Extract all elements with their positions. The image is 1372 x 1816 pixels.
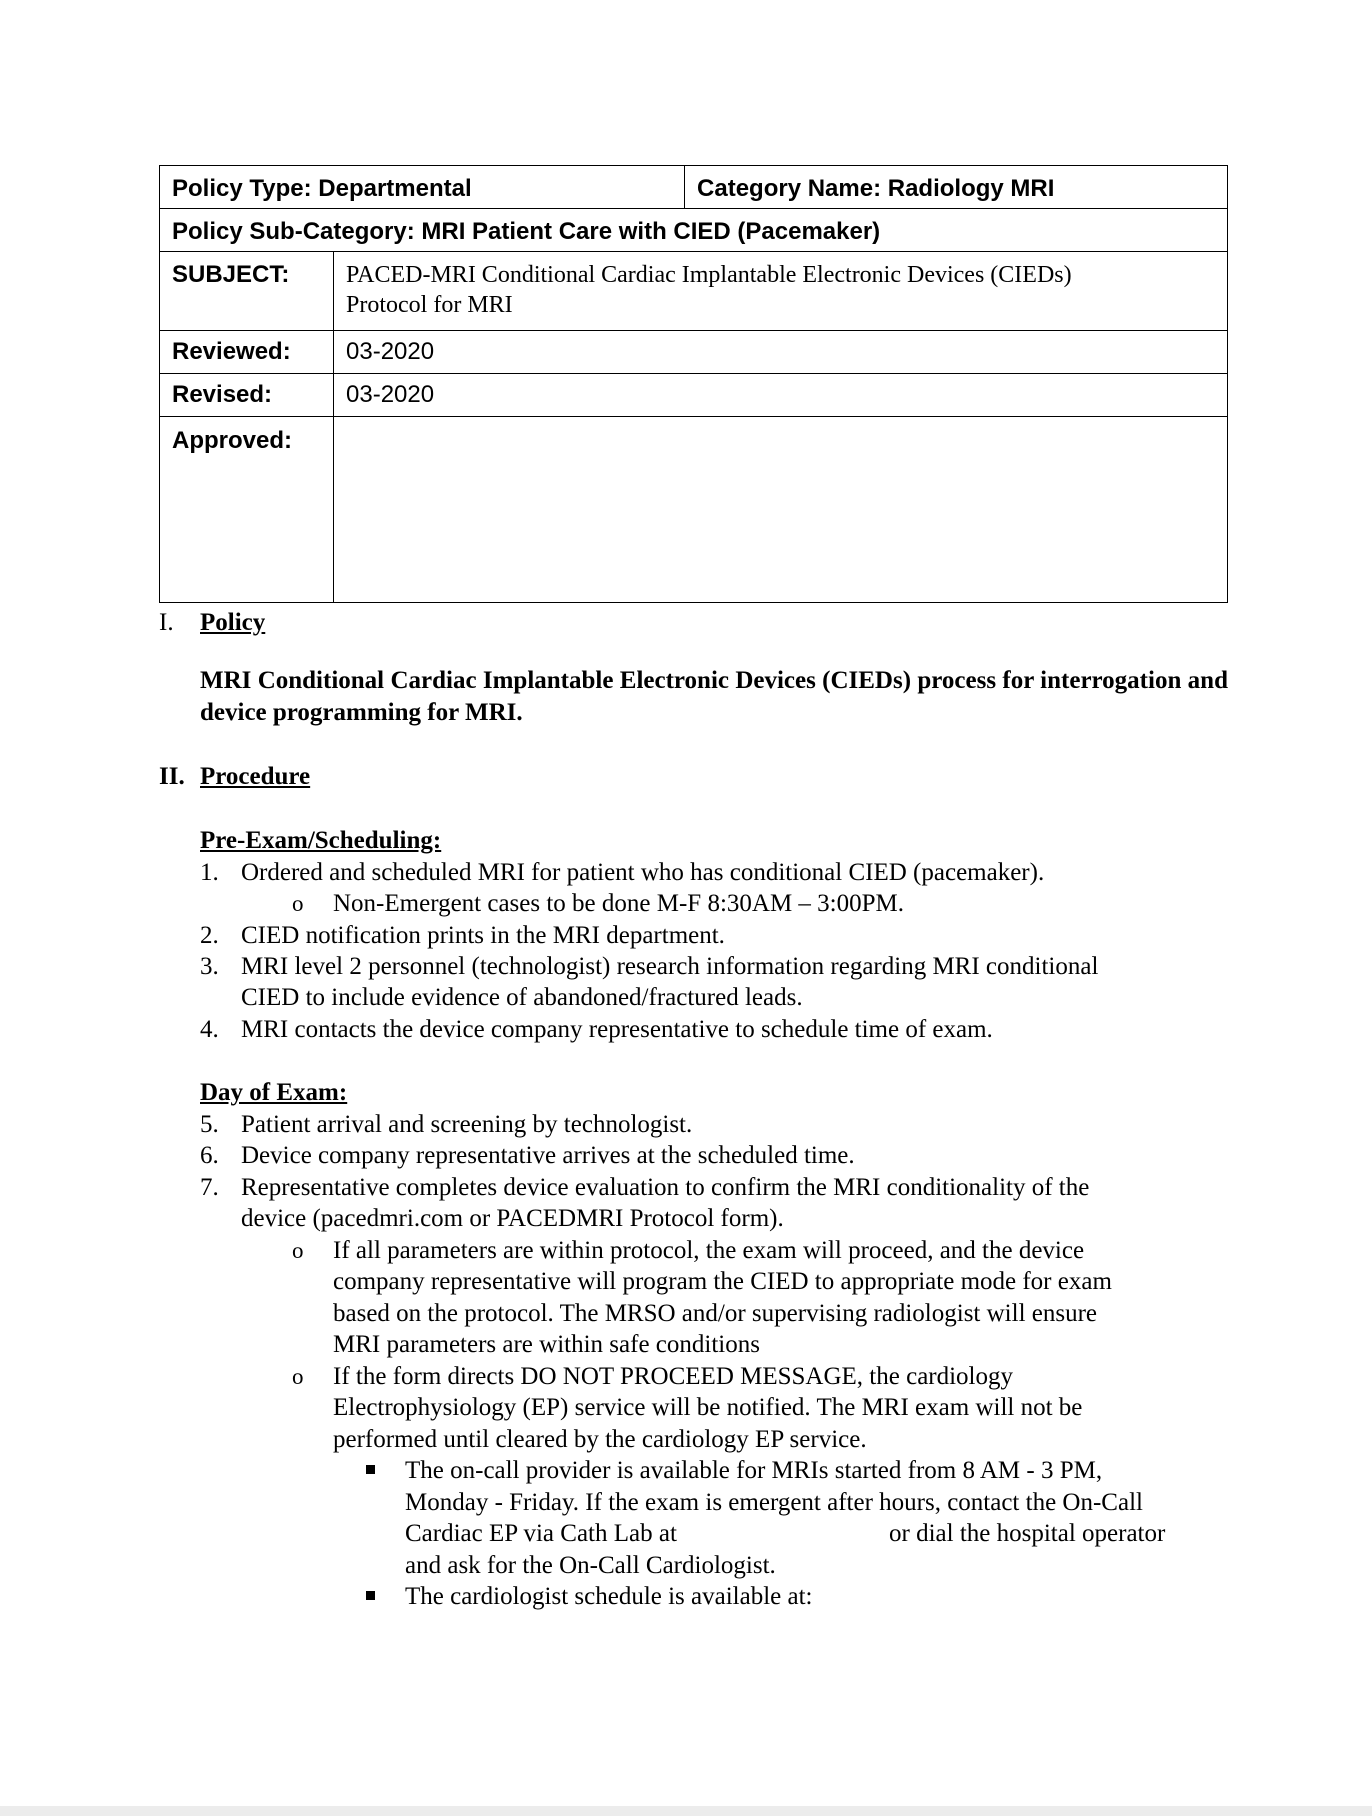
subject-value-line-2: Protocol for MRI	[346, 292, 513, 318]
list-item-number-4: 4.	[200, 1016, 219, 1043]
policy-section-heading: Policy	[200, 609, 266, 636]
bullet-1-line-4: and ask for the On-Call Cardiologist.	[405, 1552, 776, 1579]
bullet-2: The cardiologist schedule is available at:	[405, 1583, 813, 1610]
list-item-2: CIED notification prints in the MRI department.	[241, 922, 725, 949]
square-bullet-icon	[366, 1591, 375, 1600]
revised-label: Revised:	[160, 374, 334, 417]
list-item-4: MRI contacts the device company representative to schedule time of exam.	[241, 1016, 993, 1043]
procedure-section-numeral: II.	[159, 763, 185, 790]
pre-exam-heading: Pre-Exam/Scheduling:	[200, 827, 442, 854]
category-name-cell: Category Name: Radiology MRI	[685, 166, 1228, 209]
approved-label: Approved:	[160, 417, 334, 603]
sub-item-a-line-1: If all parameters are within protocol, the exam will proceed, and the device	[333, 1237, 1085, 1264]
policy-section-numeral: I.	[159, 609, 174, 636]
list-item-1-sub: Non-Emergent cases to be done M-F 8:30AM – 3:00PM.	[333, 890, 905, 917]
list-item-number-5: 5.	[200, 1111, 219, 1138]
list-item-number-6: 6.	[200, 1142, 219, 1169]
policy-header-table	[159, 165, 1228, 603]
sub-bullet-marker: o	[292, 891, 304, 916]
square-bullet-icon	[366, 1465, 375, 1474]
policy-sub-category-cell: Policy Sub-Category: MRI Patient Care with CIED (Pacemaker)	[160, 209, 1228, 252]
sub-item-b-line-3: performed until cleared by the cardiology EP service.	[333, 1426, 867, 1453]
list-item-1: Ordered and scheduled MRI for patient who has conditional CIED (pacemaker).	[241, 859, 1045, 886]
policy-statement: MRI Conditional Cardiac Implantable Electronic Devices (CIEDs) process for interrogation and device programming for MRI.	[200, 667, 1228, 726]
reviewed-value: 03-2020	[334, 331, 1228, 374]
list-item-number-3: 3.	[200, 953, 219, 980]
reviewed-label: Reviewed:	[160, 331, 334, 374]
list-item-7-line-1: Representative completes device evaluation to confirm the MRI conditionality of the	[241, 1174, 1090, 1201]
sub-bullet-marker: o	[292, 1238, 304, 1263]
sub-item-a-line-2: company representative will program the CIED to appropriate mode for exam	[333, 1268, 1112, 1295]
bullet-1-line-2: Monday - Friday. If the exam is emergent after hours, contact the On-Call	[405, 1489, 1143, 1516]
list-item-number-2: 2.	[200, 922, 219, 949]
subject-label: SUBJECT:	[160, 252, 334, 331]
procedure-section-heading: Procedure	[200, 763, 311, 790]
bullet-1-line-3a: Cardiac EP via Cath Lab at	[405, 1520, 677, 1547]
list-item-5: Patient arrival and screening by technologist.	[241, 1111, 693, 1138]
list-item-3-line-2: CIED to include evidence of abandoned/fractured leads.	[241, 984, 803, 1011]
sub-bullet-marker: o	[292, 1364, 304, 1389]
list-item-number-7: 7.	[200, 1174, 219, 1201]
list-item-number-1: 1.	[200, 859, 219, 886]
list-item-6: Device company representative arrives at the scheduled time.	[241, 1142, 855, 1169]
sub-item-a-line-3: based on the protocol. The MRSO and/or supervising radiologist will ensure	[333, 1300, 1098, 1327]
policy-type-cell: Policy Type: Departmental	[160, 166, 685, 209]
bullet-1-line-1: The on-call provider is available for MRIs started from 8 AM - 3 PM,	[405, 1457, 1103, 1484]
subject-value-line-1: PACED-MRI Conditional Cardiac Implantable Electronic Devices (CIEDs)	[346, 262, 1072, 288]
list-item-3-line-1: MRI level 2 personnel (technologist) research information regarding MRI conditional	[241, 953, 1099, 980]
list-item-7-line-2: device (pacedmri.com or PACEDMRI Protocol form).	[241, 1205, 784, 1232]
day-of-exam-heading: Day of Exam:	[200, 1079, 348, 1106]
sub-item-a-line-4: MRI parameters are within safe conditions	[333, 1331, 760, 1358]
sub-item-b-line-1: If the form directs DO NOT PROCEED MESSAGE, the cardiology	[333, 1363, 1014, 1390]
subject-value	[334, 252, 1228, 331]
bullet-1-line-3b: or dial the hospital operator	[889, 1520, 1166, 1547]
page-bottom-edge	[0, 1806, 1372, 1816]
approved-value	[334, 417, 1228, 603]
revised-value: 03-2020	[334, 374, 1228, 417]
sub-item-b-line-2: Electrophysiology (EP) service will be notified. The MRI exam will not be	[333, 1394, 1083, 1421]
